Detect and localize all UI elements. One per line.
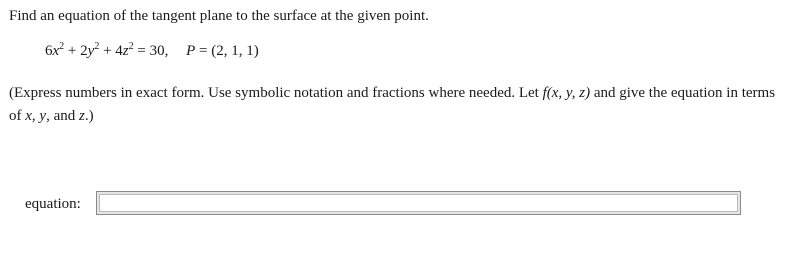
term-2-coefficient: 2 <box>80 43 88 59</box>
question-prompt: Find an equation of the tangent plane to the surface at the given point. <box>9 8 429 24</box>
term-1-variable: x <box>52 43 60 59</box>
term-1-exponent: 2 <box>59 41 65 52</box>
separator-1: , <box>31 108 40 124</box>
instructions-part-1: (Express numbers in exact form. Use symbolic notation and fractions where needed. Let <box>9 85 543 101</box>
function-notation: f(x, y, z) <box>542 85 591 101</box>
separator-2: , and <box>46 108 80 124</box>
instructions-part-3: .) <box>84 108 94 124</box>
term-2-variable: y <box>87 43 95 59</box>
term-2-exponent: 2 <box>94 41 100 52</box>
equation-label: equation: <box>25 196 81 212</box>
answer-row <box>25 191 743 219</box>
term-3-coefficient: 4 <box>115 43 123 59</box>
term-3-variable: z <box>122 43 129 59</box>
equation-rhs: = 30, <box>133 43 169 59</box>
point-variable: P <box>186 43 196 59</box>
variable-y: y <box>39 108 47 124</box>
plus-operator: + <box>99 43 116 59</box>
term-3-exponent: 2 <box>128 41 134 52</box>
variable-z: z <box>79 108 85 124</box>
point-value: = (2, 1, 1) <box>195 43 259 59</box>
equation-input[interactable] <box>96 191 741 215</box>
given-point <box>186 43 259 59</box>
instructions-part-2: and give the equation in terms of <box>9 85 776 124</box>
variable-x: x <box>25 108 32 124</box>
term-1-coefficient: 6 <box>45 43 53 59</box>
plus-operator: + <box>64 43 81 59</box>
surface-equation <box>45 43 259 60</box>
answer-instructions <box>9 82 787 128</box>
